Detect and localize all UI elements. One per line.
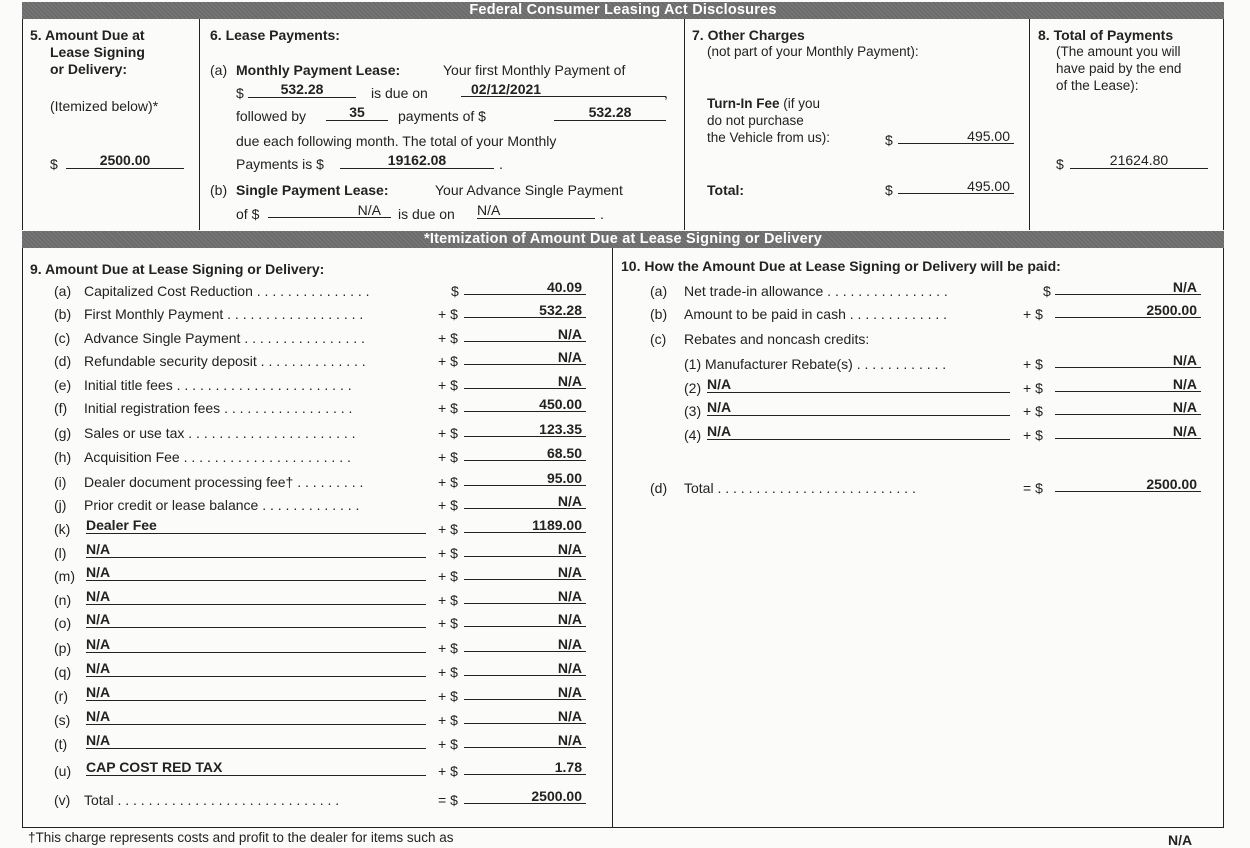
box6-b-due-on: is due on [398, 206, 455, 222]
s10-a-letter: (a) [650, 283, 668, 299]
s9-row-letter: (c) [54, 330, 71, 346]
divider-7-8 [1029, 19, 1030, 230]
box5-itemized-note: (Itemized below)* [50, 98, 159, 114]
s10-c2-op: + $ [1023, 380, 1043, 396]
s9-row-label: N/A [86, 732, 426, 749]
s10-c4-label: N/A [707, 423, 1010, 440]
federal-disclosures-header [22, 2, 1224, 19]
federal-disclosures-title: Federal Consumer Leasing Act Disclosures [469, 2, 777, 18]
box6-total-monthly: 19162.08 [340, 152, 494, 169]
box5-title-3: or Delivery: [50, 61, 128, 77]
s9-row-letter: (r) [54, 688, 68, 704]
box6-text4: Payments is $ [236, 156, 324, 172]
box6-first-payment: 532.28 [248, 81, 356, 98]
s9-row-label: Initial title fees . . . . . . . . . . . . . . . . . . . . . . . [84, 377, 352, 393]
s10-c3-prefix: (3) [684, 403, 702, 419]
s10-c4-value: N/A [1055, 423, 1201, 439]
s9-row-operator: + $ [438, 400, 458, 416]
s10-c3-value: N/A [1055, 399, 1201, 415]
s9-row-value: 2500.00 [464, 788, 586, 804]
s10-d-value: 2500.00 [1055, 476, 1201, 492]
s10-d-op: = $ [1023, 480, 1043, 496]
s9-row-label: Total . . . . . . . . . . . . . . . . . . . . . . . . . . . . . [84, 792, 340, 808]
box6-single-date: N/A [477, 202, 595, 219]
s9-row-letter: (m) [54, 568, 75, 584]
s9-row-value: 95.00 [464, 470, 586, 486]
box8-amount: 21624.80 [1070, 152, 1208, 169]
s9-row-operator: + $ [438, 736, 458, 752]
lower-frame-right [1223, 248, 1224, 828]
s9-row-operator: + $ [438, 763, 458, 779]
s9-row-label: N/A [86, 660, 426, 677]
box6-a-label: Monthly Payment Lease: [236, 62, 401, 78]
box7-turnin-l3: the Vehicle from us): [707, 130, 831, 145]
section9-title: 9. Amount Due at Lease Signing or Delivery: [30, 261, 325, 277]
s10-c3-op: + $ [1023, 403, 1043, 419]
box6-payment-amount: 532.28 [554, 104, 666, 121]
s10-b-letter: (b) [650, 306, 668, 322]
s9-row-value: N/A [464, 732, 586, 748]
s9-row-operator: + $ [438, 568, 458, 584]
divider-9-10 [612, 248, 613, 828]
box7-subtitle: (not part of your Monthly Payment): [707, 44, 919, 59]
s9-row-operator: + $ [438, 497, 458, 513]
box6-b-of: of $ [236, 206, 260, 222]
box6-b-prefix: (b) [210, 182, 228, 198]
box6-comma: , [664, 85, 668, 101]
frame-right [1223, 19, 1224, 230]
s9-row-value: 532.28 [464, 302, 586, 318]
s9-row-value: N/A [464, 660, 586, 676]
footer-note: †This charge represents costs and profit to the dealer for items such as [28, 830, 454, 845]
s10-c1-op: + $ [1023, 356, 1043, 372]
box6-b-text1: Your Advance Single Payment [435, 182, 623, 198]
box7-title: 7. Other Charges [692, 27, 805, 43]
box6-b-label: Single Payment Lease: [236, 182, 389, 198]
s9-row-letter: (a) [54, 283, 72, 299]
box7-turnin-text: (if you [783, 96, 821, 111]
s9-row-letter: (b) [54, 306, 72, 322]
box6-dollar: $ [236, 85, 244, 101]
s9-row-label: Dealer document processing fee† . . . . . . . . . [84, 474, 364, 490]
s9-row-letter: (o) [54, 615, 72, 631]
s10-c4-op: + $ [1023, 427, 1043, 443]
s9-row-operator: + $ [438, 664, 458, 680]
box7-turnin-label: Turn-In Fee [707, 96, 780, 111]
s9-row-value: N/A [464, 564, 586, 580]
s9-row-operator: $ [451, 283, 459, 299]
s10-c2-value: N/A [1055, 376, 1201, 392]
s9-row-letter: (g) [54, 425, 72, 441]
s10-d-label: Total . . . . . . . . . . . . . . . . . . . . . . . . . . [684, 480, 916, 496]
s9-row-operator: + $ [438, 306, 458, 322]
s10-a-label: Net trade-in allowance . . . . . . . . . . . . . . . . [684, 283, 948, 299]
box6-payments-of: payments of $ [398, 108, 486, 124]
s9-row-letter: (h) [54, 449, 72, 465]
s9-row-value: N/A [464, 541, 586, 557]
s9-row-operator: + $ [438, 640, 458, 656]
s9-row-letter: (s) [54, 712, 71, 728]
box6-a-prefix: (a) [210, 62, 228, 78]
s10-a-op: $ [1043, 283, 1051, 299]
s9-row-label: N/A [86, 684, 426, 701]
s9-row-letter: (j) [54, 497, 67, 513]
s9-row-label: N/A [86, 708, 426, 725]
box5-title-2: Lease Signing [50, 44, 145, 60]
s9-row-operator: + $ [438, 474, 458, 490]
box8-line-1: (The amount you will [1056, 44, 1181, 59]
box6-due-on: is due on [371, 85, 428, 101]
box6-num-payments: 35 [326, 104, 388, 121]
s10-c1-value: N/A [1055, 352, 1201, 368]
s9-row-value: N/A [464, 684, 586, 700]
s9-row-letter: (i) [54, 474, 67, 490]
s9-row-label: N/A [86, 588, 426, 605]
s9-row-value: N/A [464, 349, 586, 365]
s10-c-label: Rebates and noncash credits: [684, 331, 870, 347]
s9-row-letter: (k) [54, 521, 71, 537]
s10-c2-label: N/A [707, 376, 1010, 393]
s9-row-letter: (l) [54, 545, 67, 561]
itemization-header [22, 231, 1224, 248]
s9-row-label: N/A [86, 541, 426, 558]
s9-row-value: 40.09 [464, 279, 586, 295]
box8-line-2: have paid by the end [1056, 61, 1182, 76]
s9-row-label: Initial registration fees . . . . . . . . . . . . . . . . . [84, 400, 353, 416]
s9-row-operator: + $ [438, 712, 458, 728]
s9-row-label: Acquisition Fee . . . . . . . . . . . . . . . . . . . . . . [84, 449, 351, 465]
s9-row-operator: + $ [438, 449, 458, 465]
s9-row-operator: + $ [438, 688, 458, 704]
s10-c3-label: N/A [707, 399, 1010, 416]
box8-title: 8. Total of Payments [1038, 27, 1174, 43]
s10-c1-label: (1) Manufacturer Rebate(s) . . . . . . . . . . . . [684, 356, 947, 372]
box8-line-3: of the Lease): [1056, 78, 1139, 93]
box7-dollar: $ [885, 132, 893, 148]
s10-a-value: N/A [1055, 279, 1201, 295]
s9-row-operator: + $ [438, 545, 458, 561]
box7-total-label: Total: [707, 182, 745, 198]
s9-row-value: 450.00 [464, 396, 586, 412]
box7-turnin-fee: 495.00 [898, 128, 1014, 144]
box7-total-dollar: $ [885, 182, 893, 198]
s10-d-letter: (d) [650, 480, 668, 496]
s9-row-label: Sales or use tax . . . . . . . . . . . . . . . . . . . . . . [84, 425, 356, 441]
s9-row-operator: + $ [438, 330, 458, 346]
s9-row-value: N/A [464, 326, 586, 342]
s9-row-operator: + $ [438, 615, 458, 631]
s10-c-letter: (c) [650, 331, 667, 347]
s9-row-operator: + $ [438, 353, 458, 369]
s9-row-value: 1189.00 [464, 517, 586, 533]
box6-text3: due each following month. The total of your Monthly [236, 133, 557, 149]
itemization-title: *Itemization of Amount Due at Lease Signing or Delivery [424, 231, 822, 247]
s9-row-letter: (q) [54, 664, 72, 680]
box6-due-date: 02/12/2021 [461, 81, 666, 97]
box5-dollar: $ [50, 156, 58, 172]
s9-row-value: N/A [464, 493, 586, 509]
s9-row-letter: (u) [54, 763, 72, 779]
s9-row-letter: (v) [54, 792, 71, 808]
s9-row-operator: + $ [438, 592, 458, 608]
s9-row-label: First Monthly Payment . . . . . . . . . . . . . . . . . . [84, 306, 364, 322]
s9-row-operator: = $ [438, 792, 458, 808]
s9-row-label: Capitalized Cost Reduction . . . . . . . . . . . . . . . [84, 283, 370, 299]
s9-row-letter: (f) [54, 400, 68, 416]
box6-b-period: . [600, 206, 604, 222]
box6-period: . [499, 156, 503, 172]
s10-c4-prefix: (4) [684, 427, 702, 443]
divider-6-7 [684, 19, 685, 230]
box8-dollar: $ [1056, 156, 1064, 172]
section10-title: 10. How the Amount Due at Lease Signing or Delivery will be paid: [621, 258, 1061, 274]
s9-row-value: N/A [464, 611, 586, 627]
s9-row-operator: + $ [438, 425, 458, 441]
s9-row-value: N/A [464, 708, 586, 724]
s10-c2-prefix: (2) [684, 380, 702, 396]
divider-5-6 [199, 19, 200, 230]
s9-row-label: Prior credit or lease balance . . . . . . . . . . . . . [84, 497, 360, 513]
s9-row-letter: (e) [54, 377, 72, 393]
box6-title: 6. Lease Payments: [210, 27, 340, 43]
box7-total: 495.00 [898, 178, 1014, 194]
s9-row-label: N/A [86, 636, 426, 653]
box5-amount: 2500.00 [66, 152, 184, 169]
s9-row-label: Refundable security deposit . . . . . . . . . . . . . . [84, 353, 366, 369]
s9-row-label: Advance Single Payment . . . . . . . . . . . . . . . . [84, 330, 365, 346]
s9-row-label: N/A [86, 564, 426, 581]
frame-left [22, 19, 23, 230]
s9-row-value: 68.50 [464, 445, 586, 461]
box7-turnin-l2: do not purchase [707, 113, 804, 128]
s9-row-letter: (n) [54, 592, 72, 608]
box5-title-1: 5. Amount Due at [30, 27, 145, 43]
box6-followed-by: followed by [236, 108, 307, 124]
box6-single-amount: N/A [268, 202, 391, 218]
s9-row-letter: (t) [54, 736, 68, 752]
lower-frame-bottom [22, 827, 1224, 828]
s9-row-letter: (p) [54, 640, 72, 656]
s9-row-label: N/A [86, 611, 426, 628]
s9-row-value: N/A [464, 588, 586, 604]
lower-frame-left [22, 248, 23, 828]
s9-row-label: CAP COST RED TAX [86, 759, 426, 776]
s10-b-label: Amount to be paid in cash . . . . . . . . . . . . . [684, 306, 948, 322]
s9-row-value: 123.35 [464, 421, 586, 437]
s9-row-letter: (d) [54, 353, 72, 369]
s9-row-operator: + $ [438, 377, 458, 393]
footer-corner: N/A [1168, 832, 1193, 848]
s9-row-label: Dealer Fee [86, 517, 426, 534]
s10-b-op: + $ [1023, 306, 1043, 322]
s9-row-value: N/A [464, 636, 586, 652]
box6-a-text1: Your first Monthly Payment of [443, 62, 626, 78]
s9-row-value: 1.78 [464, 759, 586, 775]
s9-row-operator: + $ [438, 521, 458, 537]
s9-row-value: N/A [464, 373, 586, 389]
s10-b-value: 2500.00 [1055, 302, 1201, 318]
